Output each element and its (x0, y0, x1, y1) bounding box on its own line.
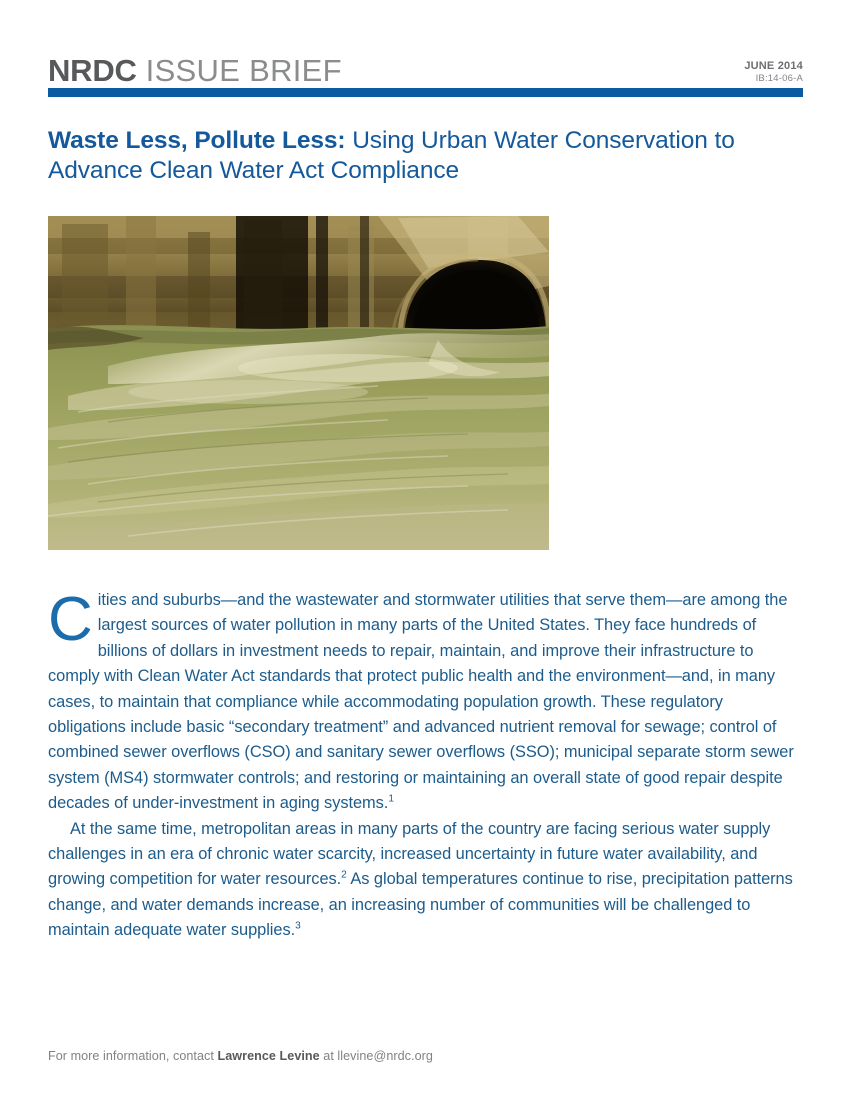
paragraph-2-part-1: At the same time, metropolitan areas in many parts of the country are facing serious water supply challenges in an era of chronic water scarcity, increased uncertainty in future water availability, and growing competition for water resources. (48, 819, 771, 889)
footnote-ref-3: 3 (295, 920, 301, 932)
footnote-ref-2: 2 (341, 870, 347, 881)
issue-id: IB:14-06-A (755, 73, 803, 84)
brand-name: NRDC (48, 53, 137, 88)
hero-photo-illustration (48, 216, 549, 550)
drop-cap: C (48, 585, 93, 654)
footer-suffix: at llevine@nrdc.org (319, 1049, 433, 1063)
brand-tagline: ISSUE BRIEF (136, 53, 342, 88)
footnote-ref-1: 1 (388, 793, 394, 805)
page-title-lead: Waste Less, Pollute Less: (48, 127, 346, 155)
paragraph-1-rest: to repair, maintain, and improve their infrastructure to comply with Clean Water Act standards that protect public health and the environment—and, in many cases, to maintain that compliance while accommodating population growth. These regulatory obligations include basic “secondary treatment” and advanced nutrient removal for sewage; control of combined sewer overflows (CSO) and sanitary sewer overflows (SSO); municipal separate storm sewer system (MS4) stormwater controls; and restoring or maintaining an overall state of good repair despite decades of under-investment in aging systems. (48, 641, 794, 813)
page-title-subtitle: Using Urban Water Conservation to Advance Clean Water Act Compliance (48, 127, 735, 185)
paragraph-1-line-3: United States. They face hundreds of billions of dollars in investment needs (97, 616, 757, 660)
nrdc-logo (48, 54, 342, 88)
paragraph-1-line-2: them—are among the largest sources of water pollution in many parts of the (97, 591, 788, 635)
footer-prefix: For more information, contact (48, 1049, 218, 1063)
header-rule (48, 88, 803, 97)
footer-contact (48, 1048, 800, 1064)
paragraph-1-line-1: ities and suburbs—and the wastewater and stormwater utilities that serve (97, 591, 626, 609)
paragraph-2 (48, 817, 800, 944)
issue-date: JUNE 2014 (744, 60, 803, 72)
masthead (48, 44, 803, 88)
paragraph-1 (48, 585, 800, 817)
page-title (48, 126, 788, 186)
body-copy (48, 585, 800, 944)
issue-meta (744, 60, 803, 88)
footer-contact-name: Lawrence Levine (217, 1049, 320, 1063)
hero-photo (48, 216, 549, 550)
paragraph-2-part-2: As global temperatures continue to rise, precipitation patterns change, and water demands increase, an increasing number of communities will be challenged to maintain adequate water supplies. (48, 870, 793, 940)
